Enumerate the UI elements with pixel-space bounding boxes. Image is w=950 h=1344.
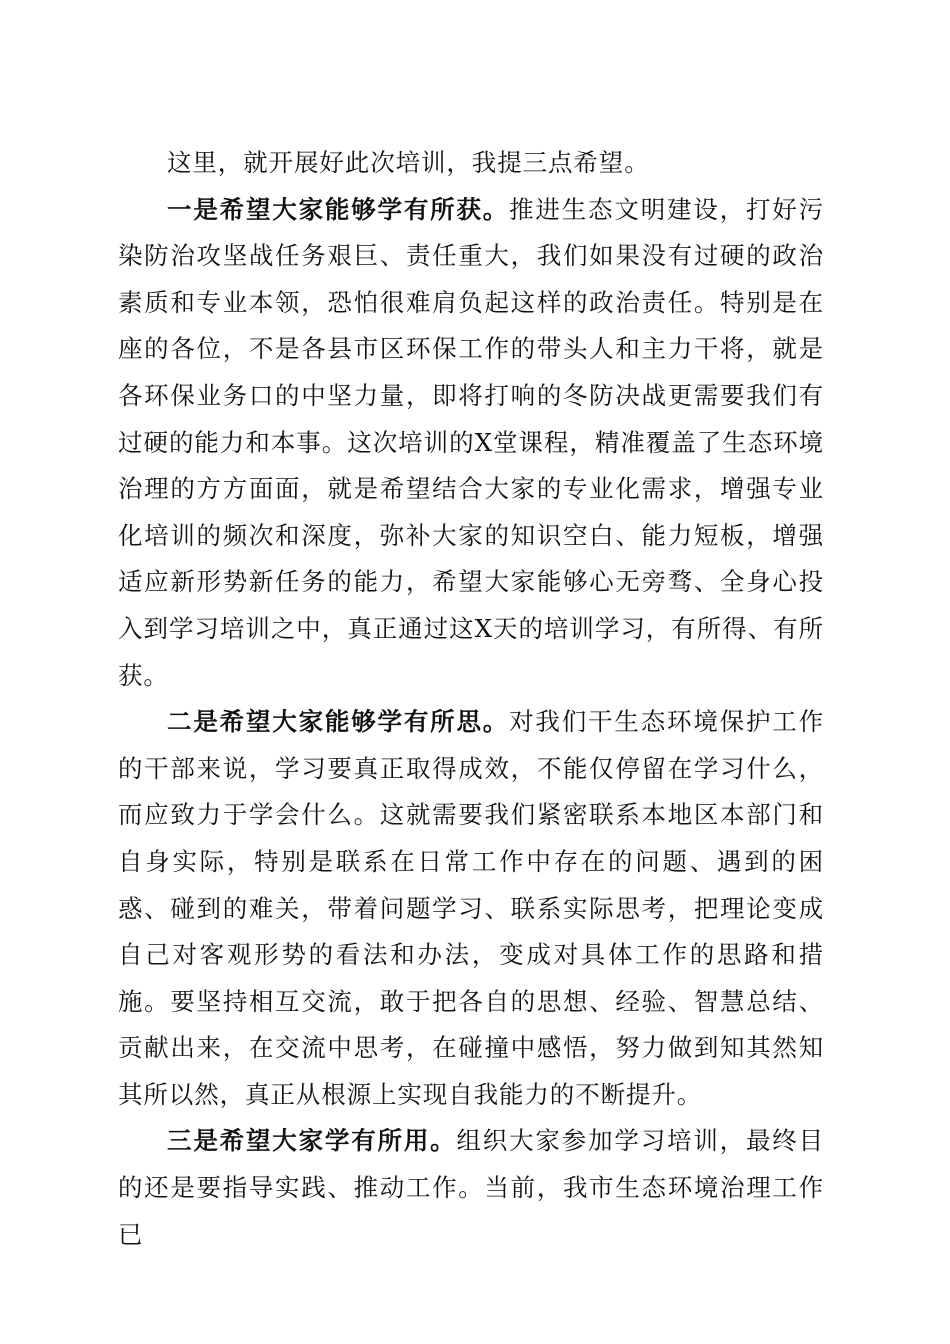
paragraph-hope-one (118, 187, 824, 700)
paragraph-lead: 一是希望大家能够学有所获。 (167, 194, 510, 224)
paragraph-text: 这里，就开展好此次培训，我提三点希望。 (167, 148, 650, 177)
document-body (118, 140, 824, 1258)
paragraph-text: 对我们干生态环境保护工作的干部来说，学习要真正取得成效，不能仅停留在学习什么，而应致力于学会什么。这就需要我们紧密联系本地区本部门和自身实际，特别是联系在日常工作中存在的问题、遇到的困惑、碰到的难关，带着问题学习、联系实际思考，把理论变成自己对客观形势的看法和办法，变成对具体工作的思路和措施。要坚持相互交流，敢于把各自的思想、经验、智慧总结、贡献出来，在交流中思考，在碰撞中感悟，努力做到知其然知其所以然，真正从根源上实现自我能力的不断提升。 (118, 707, 824, 1109)
paragraph-hope-three (118, 1118, 824, 1258)
paragraph-lead: 三是希望大家学有所用。 (167, 1126, 457, 1156)
paragraph-intro (118, 140, 824, 187)
paragraph-hope-two (118, 699, 824, 1118)
paragraph-text: 推进生态文明建设，打好污染防治攻坚战任务艰巨、责任重大，我们如果没有过硬的政治素质和专业本领，恐怕很难肩负起这样的政治责任。特别是在座的各位，不是各县市区环保工作的带头人和主力干将，就是各环保业务口的中坚力量，即将打响的冬防决战更需要我们有过硬的能力和本事。这次培训的X堂课程，精准覆盖了生态环境治理的方方面面，就是希望结合大家的专业化需求，增强专业化培训的频次和深度，弥补大家的知识空白、能力短板，增强适应新形势新任务的能力，希望大家能够心无旁骛、全身心投入到学习培训之中，真正通过这X天的培训学习，有所得、有所获。 (118, 194, 824, 690)
paragraph-text: 组织大家参加学习培训，最终目的还是要指导实践、推动工作。当前，我市生态环境治理工作已 (118, 1126, 824, 1249)
paragraph-lead: 二是希望大家能够学有所思。 (167, 707, 510, 737)
